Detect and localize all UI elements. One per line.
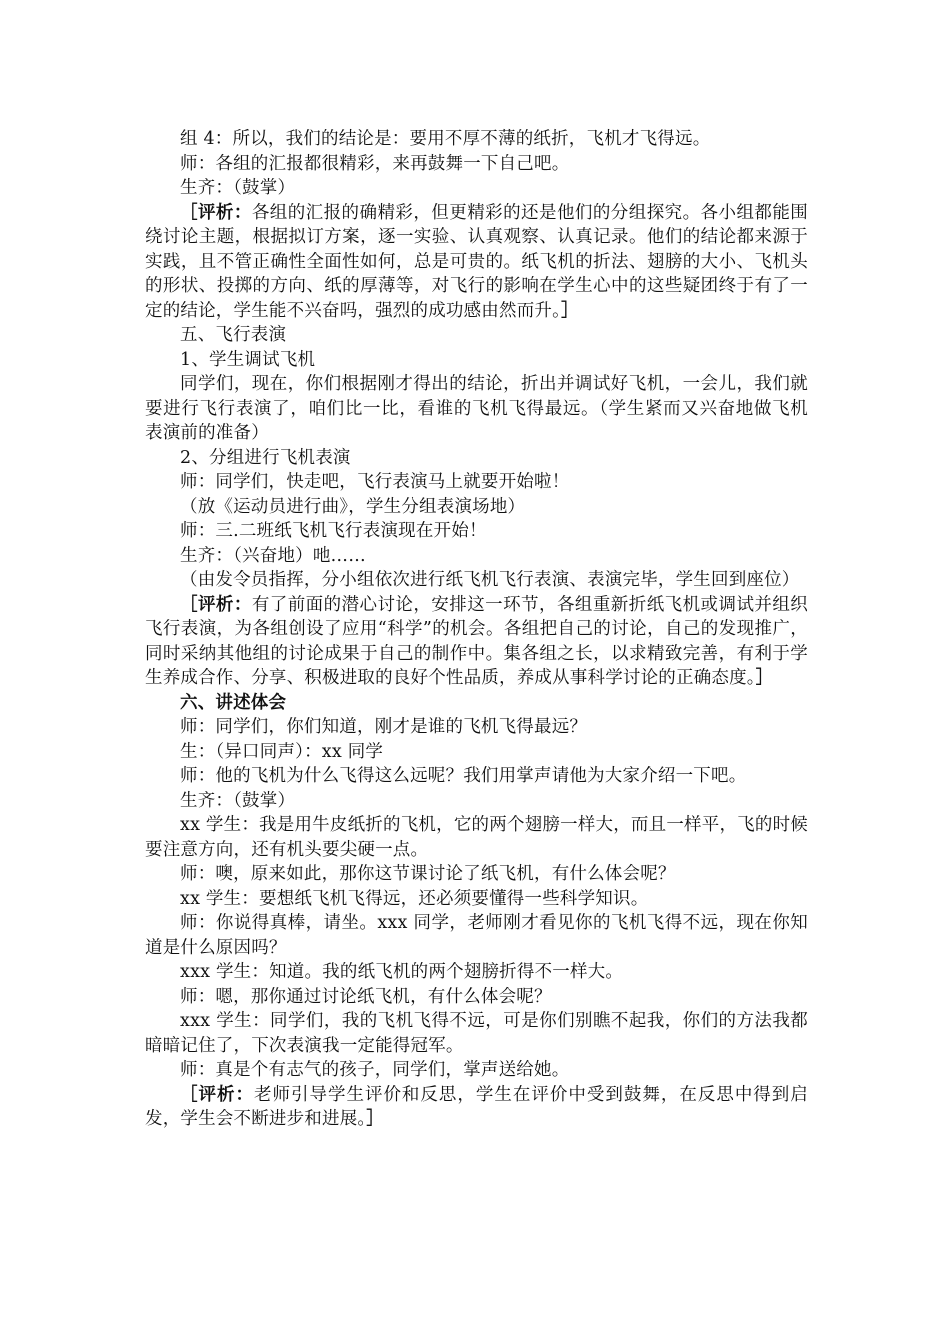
commentary-label: ［评析： — [180, 202, 252, 223]
paragraph-text: 老师引导学生评价和反思，学生在评价中受到鼓舞，在反思中得到启发，学生会不断进步和进展。 — [145, 1084, 808, 1129]
paragraph-text: 生齐：（鼓掌） — [180, 790, 296, 811]
paragraph — [145, 495, 808, 520]
paragraph — [145, 715, 808, 740]
paragraph-text: 生齐：（兴奋地）吔…… — [180, 545, 366, 566]
paragraph-text: 师：各组的汇报都很精彩，来再鼓舞一下自己吧。 — [180, 153, 570, 174]
paragraph — [145, 985, 808, 1010]
paragraph — [145, 911, 808, 960]
paragraph-text: 生齐：（鼓掌） — [180, 178, 296, 198]
commentary-close-bracket: ］ — [366, 1109, 385, 1129]
section-heading — [145, 691, 808, 716]
paragraph-text: xx 学生：我是用牛皮纸折的飞机，它的两个翅膀一样大，而且一样平，飞的时候要注意方向，还有机头要尖硬一点。 — [145, 815, 808, 860]
paragraph-text: 各组的汇报的确精彩，但更精彩的还是他们的分组探究。各小组都能围绕讨论主题，根据拟订方案，逐一实验、认真观察、认真记录。他们的结论都来源于实践，且不管正确性全面性如何，总是可贵的。纸飞机的折法、翅膀的大小、飞机头的形状、投掷的方向、纸的厚薄等，对飞行的影响在学生心中的这些疑团终于有了一定的结论，学生能不兴奋吗，强烈的成功感由然而升。 — [145, 202, 808, 321]
commentary-close-bracket: ］ — [561, 300, 579, 321]
paragraph-text: xxx 学生：同学们，我的飞机飞得不远，可是你们别瞧不起我，你们的方法我都暗暗记住了，下次表演我一定能得冠军。 — [145, 1011, 808, 1056]
paragraph — [145, 887, 808, 912]
subsection-heading — [145, 446, 808, 471]
paragraph — [145, 152, 808, 177]
paragraph-text: 师：他的飞机为什么飞得这么远呢？我们用掌声请他为大家介绍一下吧。 — [180, 766, 747, 786]
paragraph-text: 同学们，现在，你们根据刚才得出的结论，折出并调试好飞机，一会儿，我们就要进行飞行表演了，咱们比一比，看谁的飞机飞得最远。（学生紧而又兴奋地做飞机表演前的准备） — [145, 374, 808, 443]
commentary-paragraph — [145, 593, 808, 691]
paragraph-text: 师：同学们，快走吧，飞行表演马上就要开始啦！ — [180, 472, 570, 492]
paragraph-text: 师：噢，原来如此，那你这节课讨论了纸飞机，有什么体会呢？ — [180, 864, 676, 884]
paragraph-text: 五、飞行表演 — [180, 325, 287, 345]
paragraph — [145, 1058, 808, 1083]
paragraph-text: xxx 学生：知道。我的纸飞机的两个翅膀折得不一样大。 — [180, 962, 624, 982]
paragraph — [145, 176, 808, 201]
paragraph-text: 2、分组进行飞机表演 — [180, 447, 351, 468]
commentary-paragraph — [145, 1083, 808, 1132]
paragraph-text: 师：同学们，你们知道，刚才是谁的飞机飞得最远？ — [180, 717, 588, 737]
paragraph — [145, 862, 808, 887]
paragraph — [145, 1009, 808, 1058]
paragraph-text: （放《运动员进行曲》，学生分组表演场地） — [180, 496, 526, 517]
paragraph-text: 师：真是个有志气的孩子，同学们，掌声送给她。 — [180, 1060, 570, 1080]
paragraph-text: xx 学生：要想纸飞机飞得远，还必须要懂得一些科学知识。 — [180, 888, 649, 909]
paragraph-text: 生：（异口同声）：xx 同学 — [180, 741, 384, 762]
paragraph — [145, 764, 808, 789]
paragraph — [145, 740, 808, 765]
paragraph — [145, 470, 808, 495]
paragraph — [145, 519, 808, 544]
commentary-label: ［评析： — [180, 594, 252, 615]
paragraph-text: 师：嗯，那你通过讨论纸飞机，有什么体会呢？ — [180, 986, 552, 1007]
section-heading — [145, 323, 808, 348]
paragraph-text: 师：三.二班纸飞机飞行表演现在开始！ — [180, 521, 487, 541]
paragraph-text: 师：你说得真棒，请坐。xxx 同学，老师刚才看见你的飞机飞得不远，现在你知道是什么原因吗？ — [145, 913, 808, 958]
paragraph — [145, 372, 808, 446]
paragraph — [145, 568, 808, 593]
paragraph — [145, 127, 808, 152]
paragraph — [145, 960, 808, 985]
paragraph-text: 1、学生调试飞机 — [180, 349, 316, 370]
paragraph-text: 组 4：所以，我们的结论是：要用不厚不薄的纸折，飞机才飞得远。 — [180, 129, 711, 149]
paragraph — [145, 544, 808, 569]
paragraph-text: 六、讲述体会 — [180, 692, 287, 713]
paragraph — [145, 813, 808, 862]
subsection-heading — [145, 348, 808, 373]
paragraph — [145, 789, 808, 814]
paragraph-text: （由发令员指挥，分小组依次进行纸飞机飞行表演、表演完毕，学生回到座位） — [180, 570, 800, 590]
commentary-paragraph — [145, 201, 808, 324]
paragraph-text: 有了前面的潜心讨论，安排这一环节，各组重新折纸飞机或调试并组织飞行表演，为各组创设了应用“科学”的机会。各组把自己的讨论，自己的发现推广，同时采纳其他组的讨论成果于自己的制作中。集各组之长，以求精致完善，有利于学生养成合作、分享、积极进取的良好个性品质，养成从事科学讨论的正确态度。 — [145, 594, 808, 688]
commentary-label: ［评析： — [180, 1084, 254, 1105]
commentary-close-bracket: ］ — [755, 668, 774, 688]
